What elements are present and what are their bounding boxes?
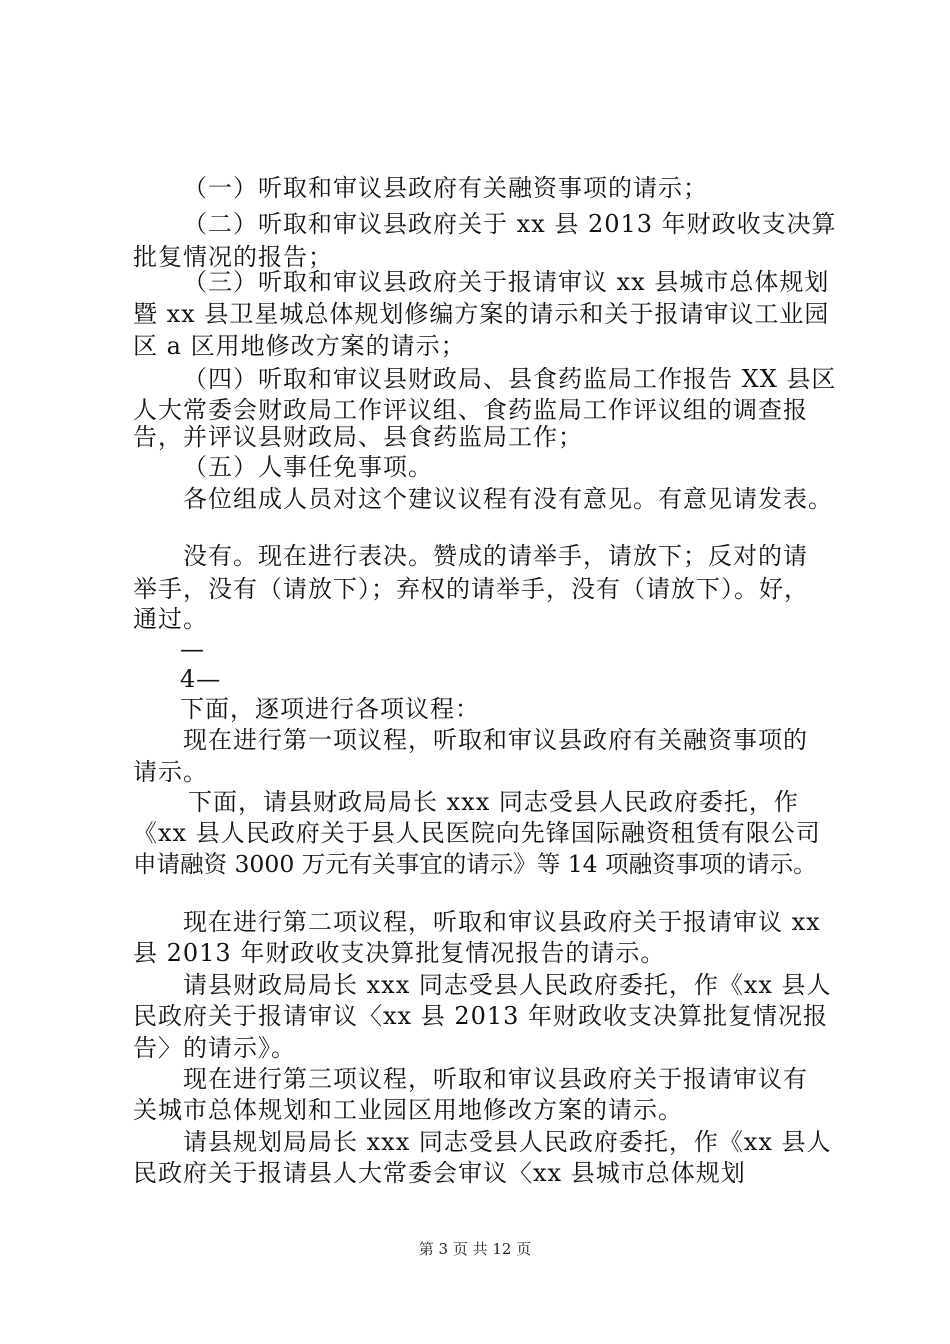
text-line: 请县财政局局长 xxx 同志受县人民政府委托，作《xx 县人 (183, 971, 832, 999)
text-line: 没有。现在进行表决。赞成的请举手，请放下；反对的请 (183, 542, 808, 570)
text-line: 请示。 (133, 758, 208, 786)
text-line: 举手，没有（请放下）；弃权的请举手，没有（请放下）。好， (133, 575, 809, 603)
text-line: 下面，逐项进行各项议程： (180, 695, 480, 723)
text-line: 告〉的请示》。 (133, 1034, 296, 1062)
text-line: （五）人事任免事项。 (183, 453, 433, 481)
text-line: 下面，请县财政局局长 xxx 同志受县人民政府委托，作 (188, 788, 799, 816)
text-line: — (180, 635, 205, 663)
text-line: （四）听取和审议县财政局、县食药监局工作报告 XX 县区 (183, 365, 837, 393)
text-line: （三）听取和审议县政府关于报请审议 xx 县城市总体规划 (183, 268, 830, 296)
page-footer: 第 3 页 共 12 页 (418, 1240, 532, 1258)
text-line: 各位组成人员对这个建议议程有没有意见。有意见请发表。 (183, 485, 833, 513)
text-line: 通过。 (133, 605, 208, 633)
text-line: 告，并评议县财政局、县食药监局工作； (133, 423, 583, 451)
text-line: 申请融资 3000 万元有关事宜的请示》等 14 项融资事项的请示。 (133, 850, 817, 878)
text-line: 关城市总体规划和工业园区用地修改方案的请示。 (133, 1096, 683, 1124)
text-line: （二）听取和审议县政府关于 xx 县 2013 年财政收支决算 (183, 210, 837, 238)
text-line: 现在进行第一项议程，听取和审议县政府有关融资事项的 (183, 726, 808, 754)
text-line: 民政府关于报请审议〈xx 县 2013 年财政收支决算批复情况报 (133, 1002, 829, 1030)
text-line: 县 2013 年财政收支决算批复情况报告的请示。 (133, 939, 666, 967)
text-line: 民政府关于报请县人大常委会审议〈xx 县城市总体规划 (133, 1159, 746, 1187)
text-line: 现在进行第二项议程，听取和审议县政府关于报请审议 xx (183, 908, 821, 936)
text-line: 人大常委会财政局工作评议组、食药监局工作评议组的调查报 (133, 396, 808, 424)
text-line: 请县规划局局长 xxx 同志受县人民政府委托，作《xx 县人 (183, 1128, 832, 1156)
text-line: 《xx 县人民政府关于县人民医院向先锋国际融资租赁有限公司 (133, 819, 821, 847)
text-line: 4— (180, 665, 222, 693)
text-line: 区 a 区用地修改方案的请示； (133, 332, 466, 360)
text-line: （一）听取和审议县政府有关融资事项的请示； (183, 174, 708, 202)
text-line: 暨 xx 县卫星城总体规划修编方案的请示和关于报请审议工业园 (133, 300, 830, 328)
text-line: 现在进行第三项议程，听取和审议县政府关于报请审议有 (183, 1065, 808, 1093)
text-line: 批复情况的报告； (133, 243, 333, 271)
